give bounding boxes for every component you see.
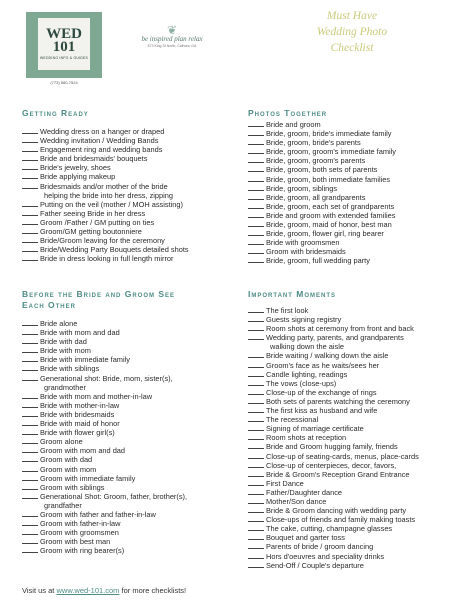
checkbox-blank[interactable] bbox=[22, 483, 38, 490]
checkbox-blank[interactable] bbox=[22, 355, 38, 362]
checkbox-blank[interactable] bbox=[22, 154, 38, 161]
photos-together-item bbox=[248, 211, 396, 220]
before-item bbox=[22, 328, 187, 337]
checkbox-blank[interactable] bbox=[248, 156, 264, 163]
heading-important-moments: Important Moments bbox=[248, 289, 337, 299]
checkbox-blank[interactable] bbox=[248, 388, 264, 395]
photos-together-item bbox=[248, 129, 396, 138]
checkbox-blank[interactable] bbox=[248, 324, 264, 331]
photos-together-item-label: Bride, groom, each set of grandparents bbox=[266, 201, 395, 211]
getting-ready-item-label: Bride/Groom leaving for the ceremony bbox=[40, 236, 165, 246]
getting-ready-item-label: helping the bride into her dress, zipping bbox=[44, 190, 174, 200]
getting-ready-item-label: Wedding invitation / Wedding Bands bbox=[40, 136, 159, 146]
checkbox-blank[interactable] bbox=[248, 461, 264, 468]
checkbox-blank[interactable] bbox=[248, 138, 264, 145]
before-item bbox=[22, 455, 187, 464]
before-item-label: Bride with mom bbox=[40, 346, 91, 356]
before-item-label: Groom with immediate family bbox=[40, 473, 136, 483]
photos-together-item-label: Bride, groom, full wedding party bbox=[266, 256, 370, 266]
before-item bbox=[22, 546, 187, 555]
checkbox-blank[interactable] bbox=[22, 410, 38, 417]
important-moments-item bbox=[248, 442, 419, 451]
getting-ready-item-label: Bride and bridesmaids' bouquets bbox=[40, 154, 148, 164]
before-item bbox=[22, 492, 187, 501]
checkbox-blank[interactable] bbox=[22, 145, 38, 152]
photos-together-item-label: Bride with groomsmen bbox=[266, 238, 340, 248]
before-item-label: Groom alone bbox=[40, 437, 83, 447]
checkbox-blank[interactable] bbox=[22, 200, 38, 207]
checkbox-blank[interactable] bbox=[248, 497, 264, 504]
checkbox-blank[interactable] bbox=[22, 510, 38, 517]
photos-together-item-label: Bride, groom, both sets of parents bbox=[266, 165, 378, 175]
before-item bbox=[22, 519, 187, 528]
checkbox-blank[interactable] bbox=[248, 193, 264, 200]
before-item bbox=[22, 419, 187, 428]
important-moments-item bbox=[248, 533, 419, 542]
checkbox-blank[interactable] bbox=[22, 172, 38, 179]
before-item-label: Generational shot: Bride, mom, sister(s), bbox=[40, 373, 173, 383]
getting-ready-item bbox=[22, 236, 189, 245]
before-item bbox=[22, 437, 187, 446]
checkbox-blank[interactable] bbox=[22, 346, 38, 353]
getting-ready-item bbox=[22, 245, 189, 254]
checkbox-blank[interactable] bbox=[22, 401, 38, 408]
heading-getting-ready: Getting Ready bbox=[22, 108, 89, 118]
checkbox-blank[interactable] bbox=[248, 524, 264, 531]
checkbox-blank[interactable] bbox=[248, 247, 264, 254]
before-item-label: Groom with siblings bbox=[40, 482, 105, 492]
important-moments-list bbox=[248, 306, 419, 570]
checkbox-blank[interactable] bbox=[248, 433, 264, 440]
photos-together-item bbox=[248, 147, 396, 156]
important-moments-item bbox=[248, 424, 419, 433]
important-moments-item-label: Parents of bride / groom dancing bbox=[266, 542, 374, 552]
checkbox-blank[interactable] bbox=[248, 120, 264, 127]
wed101-logo bbox=[26, 12, 102, 78]
before-item-label: Bride with mom and mother-in-law bbox=[40, 391, 153, 401]
getting-ready-item-label: Groom /Father / GM putting on ties bbox=[40, 217, 155, 227]
before-item-label: Bride with immediate family bbox=[40, 355, 130, 365]
checkbox-blank[interactable] bbox=[22, 419, 38, 426]
photos-together-item bbox=[248, 138, 396, 147]
title-line-1: Must Have bbox=[326, 10, 378, 22]
checkbox-blank[interactable] bbox=[22, 492, 38, 499]
important-moments-item-label: Bride and Groom hugging family, friends bbox=[266, 442, 398, 452]
before-item bbox=[22, 346, 187, 355]
checkbox-blank[interactable] bbox=[22, 392, 38, 399]
important-moments-item-label: First Dance bbox=[266, 478, 304, 488]
before-item-label: Groom with dad bbox=[40, 455, 93, 465]
checkbox-blank[interactable] bbox=[248, 506, 264, 513]
checkbox-blank[interactable] bbox=[248, 211, 264, 218]
checkbox-blank[interactable] bbox=[22, 455, 38, 462]
checkbox-blank[interactable] bbox=[248, 370, 264, 377]
checkbox-blank[interactable] bbox=[22, 474, 38, 481]
before-item bbox=[22, 501, 187, 510]
checkbox-blank[interactable] bbox=[248, 379, 264, 386]
logo-mark-line2: 101 bbox=[52, 39, 76, 55]
important-moments-item-label: The recessional bbox=[266, 415, 319, 425]
checkbox-blank[interactable] bbox=[22, 364, 38, 371]
before-item-label: Groom with father-in-law bbox=[40, 519, 121, 529]
title-line-3: Checklist bbox=[330, 42, 374, 54]
important-moments-item-label: Bride waiting / walking down the aisle bbox=[266, 351, 389, 361]
logo-badge bbox=[38, 18, 90, 70]
before-item bbox=[22, 510, 187, 519]
before-item-label: Groom with ring bearer(s) bbox=[40, 546, 125, 556]
before-item bbox=[22, 401, 187, 410]
heading-photos-together: Photos Together bbox=[248, 108, 328, 118]
checkbox-blank[interactable] bbox=[248, 406, 264, 413]
partner-logo bbox=[126, 25, 218, 48]
getting-ready-item-label: Engagement ring and wedding bands bbox=[40, 145, 163, 155]
important-moments-item-label: Close-ups of friends and family making toasts bbox=[266, 515, 416, 525]
checkbox-blank[interactable] bbox=[248, 184, 264, 191]
heading-before bbox=[22, 289, 175, 310]
footer-suffix: for more checklists! bbox=[121, 586, 187, 595]
getting-ready-item bbox=[22, 254, 189, 263]
checkbox-blank[interactable] bbox=[248, 202, 264, 209]
getting-ready-item bbox=[22, 218, 189, 227]
before-item-label: Groom with groomsmen bbox=[40, 528, 119, 538]
before-item bbox=[22, 410, 187, 419]
important-moments-item bbox=[248, 351, 419, 360]
important-moments-item bbox=[248, 515, 419, 524]
getting-ready-item bbox=[22, 200, 189, 209]
checkbox-blank[interactable] bbox=[22, 519, 38, 526]
before-list bbox=[22, 319, 187, 555]
checkbox-blank[interactable] bbox=[22, 428, 38, 435]
important-moments-item-label: Send-Off / Couple's departure bbox=[266, 560, 364, 570]
checkbox-blank[interactable] bbox=[22, 245, 38, 252]
before-item bbox=[22, 337, 187, 346]
getting-ready-item bbox=[22, 127, 189, 136]
photos-together-item-label: Bride, groom, maid of honor, best man bbox=[266, 220, 392, 230]
important-moments-item bbox=[248, 506, 419, 515]
page-title bbox=[286, 8, 418, 56]
important-moments-item bbox=[248, 370, 419, 379]
checkbox-blank[interactable] bbox=[248, 165, 264, 172]
important-moments-item bbox=[248, 379, 419, 388]
important-moments-item-label: Guests signing registry bbox=[266, 315, 342, 325]
heading-before-line2: Each Other bbox=[22, 299, 76, 310]
important-moments-item-label: The vows (close-ups) bbox=[266, 378, 337, 388]
checkbox-blank[interactable] bbox=[248, 229, 264, 236]
before-item-label: Groom with best man bbox=[40, 537, 111, 547]
important-moments-item-label: Bouquet and garter toss bbox=[266, 533, 345, 543]
before-item bbox=[22, 374, 187, 383]
checkbox-blank[interactable] bbox=[248, 452, 264, 459]
photos-together-item-label: Bride, groom, both immediate families bbox=[266, 174, 391, 184]
checkbox-blank[interactable] bbox=[22, 528, 38, 535]
heading-before-line1: Before the Bride and Groom See bbox=[22, 289, 176, 299]
important-moments-item bbox=[248, 306, 419, 315]
photos-together-item bbox=[248, 184, 396, 193]
important-moments-item-label: Bride & Groom dancing with wedding party bbox=[266, 506, 407, 516]
before-item bbox=[22, 528, 187, 537]
photos-together-item-label: Bride and groom bbox=[266, 120, 321, 129]
checkbox-blank[interactable] bbox=[22, 328, 38, 335]
before-item bbox=[22, 383, 187, 392]
checkbox-blank[interactable] bbox=[248, 397, 264, 404]
checkbox-blank[interactable] bbox=[248, 351, 264, 358]
checkbox-blank[interactable] bbox=[22, 319, 38, 326]
important-moments-item-label: Close-up of seating-cards, menus, place-cards bbox=[266, 451, 419, 461]
important-moments-item bbox=[248, 470, 419, 479]
photos-together-list bbox=[248, 120, 396, 266]
before-item bbox=[22, 537, 187, 546]
photos-together-item-label: Bride, groom, groom's immediate family bbox=[266, 147, 396, 157]
photos-together-item-label: Bride and groom with extended families bbox=[266, 210, 396, 220]
important-moments-item bbox=[248, 452, 419, 461]
important-moments-item-label: walking down the aisle bbox=[270, 342, 344, 352]
photos-together-item bbox=[248, 220, 396, 229]
important-moments-item bbox=[248, 542, 419, 551]
important-moments-item-label: Bride & Groom's Reception Grand Entrance bbox=[266, 469, 410, 479]
before-item-label: Bride with bridesmaids bbox=[40, 409, 115, 419]
checkbox-blank[interactable] bbox=[248, 220, 264, 227]
important-moments-item-label: Mother/Son dance bbox=[266, 496, 327, 506]
logo-tagline: WEDDING INFO & GUIDES bbox=[39, 56, 89, 60]
photos-together-item bbox=[248, 247, 396, 256]
important-moments-item bbox=[248, 324, 419, 333]
checkbox-blank[interactable] bbox=[248, 256, 264, 263]
checkbox-blank[interactable] bbox=[248, 415, 264, 422]
checkbox-blank[interactable] bbox=[248, 542, 264, 549]
getting-ready-item bbox=[22, 154, 189, 163]
checkbox-blank[interactable] bbox=[248, 479, 264, 486]
checkbox-blank[interactable] bbox=[22, 546, 38, 553]
important-moments-item-label: The first look bbox=[266, 306, 309, 315]
photos-together-item-label: Bride, groom, groom's parents bbox=[266, 156, 366, 166]
partner-name: be inspired plan relax bbox=[141, 35, 203, 43]
important-moments-item bbox=[248, 561, 419, 570]
before-item bbox=[22, 428, 187, 437]
important-moments-item bbox=[248, 461, 419, 470]
photos-together-item-label: Bride, groom, flower girl, ring bearer bbox=[266, 229, 384, 239]
important-moments-item-label: Signing of marriage certificate bbox=[266, 424, 364, 434]
important-moments-item bbox=[248, 552, 419, 561]
checkbox-blank[interactable] bbox=[248, 361, 264, 368]
checkbox-blank[interactable] bbox=[22, 136, 38, 143]
important-moments-item-label: Both sets of parents watching the ceremony bbox=[266, 396, 410, 406]
checkbox-blank[interactable] bbox=[248, 306, 264, 313]
important-moments-item bbox=[248, 524, 419, 533]
photos-together-item bbox=[248, 202, 396, 211]
footer bbox=[22, 586, 186, 595]
getting-ready-item-label: Bride's jewelry, shoes bbox=[40, 163, 111, 173]
before-item-label: Bride with maid of honor bbox=[40, 419, 120, 429]
before-item-label: Bride alone bbox=[40, 319, 78, 328]
before-item bbox=[22, 364, 187, 373]
important-moments-item-label: Room shots at ceremony from front and back bbox=[266, 324, 414, 334]
getting-ready-item-label: Father seeing Bride in her dress bbox=[40, 208, 146, 218]
checkbox-blank[interactable] bbox=[248, 515, 264, 522]
checkbox-blank[interactable] bbox=[248, 552, 264, 559]
before-item-label: grandfather bbox=[44, 500, 82, 510]
photos-together-item bbox=[248, 238, 396, 247]
photos-together-item bbox=[248, 175, 396, 184]
photos-together-item-label: Groom with bridesmaids bbox=[266, 247, 346, 257]
getting-ready-item bbox=[22, 227, 189, 236]
partner-address: 673 King St North, Calhoun GA bbox=[147, 44, 197, 48]
footer-link[interactable]: www.wed-101.com bbox=[56, 586, 120, 595]
important-moments-item-label: Groom's face as he waits/sees her bbox=[266, 360, 380, 370]
photos-together-item bbox=[248, 120, 396, 129]
important-moments-item-label: Room shots at reception bbox=[266, 433, 347, 443]
photos-together-item bbox=[248, 156, 396, 165]
getting-ready-item-label: Putting on the veil (mother / MOH assisting) bbox=[40, 199, 183, 209]
before-item bbox=[22, 465, 187, 474]
important-moments-item-label: Father/Daughter dance bbox=[266, 487, 343, 497]
checkbox-blank[interactable] bbox=[22, 537, 38, 544]
important-moments-item bbox=[248, 388, 419, 397]
checkbox-blank[interactable] bbox=[22, 337, 38, 344]
important-moments-item bbox=[248, 479, 419, 488]
checkbox-blank[interactable] bbox=[248, 147, 264, 154]
checkbox-blank[interactable] bbox=[248, 533, 264, 540]
logo-phone: (773) 580-7524 bbox=[50, 80, 78, 85]
before-item bbox=[22, 446, 187, 455]
checkbox-blank[interactable] bbox=[248, 561, 264, 568]
footer-prefix: Visit us at bbox=[22, 586, 55, 595]
important-moments-item-label: Candle lighting, readings bbox=[266, 369, 348, 379]
checkbox-blank[interactable] bbox=[248, 129, 264, 136]
photos-together-item-label: Bride, groom, all grandparents bbox=[266, 192, 366, 202]
before-item-label: Bride with mom and dad bbox=[40, 328, 120, 338]
getting-ready-item-label: Bride applying makeup bbox=[40, 172, 116, 182]
checkbox-blank[interactable] bbox=[248, 238, 264, 245]
photos-together-item bbox=[248, 229, 396, 238]
important-moments-item-label: Close-up of centerpieces, decor, favors, bbox=[266, 460, 397, 470]
getting-ready-item bbox=[22, 136, 189, 145]
getting-ready-list bbox=[22, 127, 189, 263]
important-moments-item-label: Hors d'oeuvres and speciality drinks bbox=[266, 551, 385, 561]
before-item-label: Bride with flower girl(s) bbox=[40, 428, 115, 438]
logo-mark-line1: WED bbox=[46, 26, 82, 42]
photos-together-item bbox=[248, 256, 396, 265]
photos-together-item bbox=[248, 193, 396, 202]
before-item bbox=[22, 355, 187, 364]
checkbox-blank[interactable] bbox=[22, 374, 38, 381]
getting-ready-item-label: Groom/GM getting boutonniere bbox=[40, 227, 142, 237]
important-moments-item bbox=[248, 361, 419, 370]
before-item bbox=[22, 319, 187, 328]
important-moments-item bbox=[248, 406, 419, 415]
checkbox-blank[interactable] bbox=[22, 218, 38, 225]
checkbox-blank[interactable] bbox=[248, 470, 264, 477]
checkbox-blank[interactable] bbox=[22, 437, 38, 444]
before-item-label: Bride with dad bbox=[40, 337, 87, 347]
checkbox-blank[interactable] bbox=[248, 488, 264, 495]
before-item-label: Bride with mother-in-law bbox=[40, 400, 120, 410]
before-item-label: Groom with father and father-in-law bbox=[40, 509, 156, 519]
checkbox-blank[interactable] bbox=[22, 227, 38, 234]
getting-ready-item bbox=[22, 172, 189, 181]
important-moments-item bbox=[248, 397, 419, 406]
getting-ready-item-label: Wedding dress on a hanger or draped bbox=[40, 127, 165, 136]
getting-ready-item bbox=[22, 163, 189, 172]
important-moments-item bbox=[248, 333, 419, 342]
important-moments-item bbox=[248, 433, 419, 442]
getting-ready-item-label: Bride in dress looking in full length mirror bbox=[40, 254, 174, 264]
checkbox-blank[interactable] bbox=[22, 163, 38, 170]
important-moments-item-label: Close-up of the exchange of rings bbox=[266, 387, 377, 397]
checkbox-blank[interactable] bbox=[248, 442, 264, 449]
getting-ready-item-label: Bridesmaids and/or mother of the bride bbox=[40, 181, 168, 191]
getting-ready-item-label: Bride/Wedding Party Bouquets detailed shots bbox=[40, 245, 189, 255]
photos-together-item-label: Bride, groom, siblings bbox=[266, 183, 338, 193]
before-item-label: Groom with mom bbox=[40, 464, 97, 474]
important-moments-item-label: Wedding party, parents, and grandparents bbox=[266, 333, 404, 343]
getting-ready-item bbox=[22, 182, 189, 191]
getting-ready-item bbox=[22, 191, 189, 200]
checkbox-blank[interactable] bbox=[22, 127, 38, 134]
important-moments-item bbox=[248, 415, 419, 424]
important-moments-item-label: The cake, cutting, champagne glasses bbox=[266, 524, 393, 534]
getting-ready-item bbox=[22, 209, 189, 218]
checkbox-blank[interactable] bbox=[248, 333, 264, 340]
before-item bbox=[22, 392, 187, 401]
checkbox-blank[interactable] bbox=[248, 424, 264, 431]
before-item-label: Groom with mom and dad bbox=[40, 446, 126, 456]
important-moments-item bbox=[248, 497, 419, 506]
before-item bbox=[22, 474, 187, 483]
title-line-2: Wedding Photo bbox=[316, 26, 388, 38]
important-moments-item bbox=[248, 488, 419, 497]
important-moments-item bbox=[248, 315, 419, 324]
before-item-label: Generational Shot: Groom, father, brother(s), bbox=[40, 491, 188, 501]
before-item bbox=[22, 483, 187, 492]
swirl-icon: ❦ bbox=[166, 23, 178, 37]
before-item-label: Bride with siblings bbox=[40, 364, 100, 374]
checkbox-blank[interactable] bbox=[22, 446, 38, 453]
photos-together-item-label: Bride, groom, bride's immediate family bbox=[266, 129, 392, 139]
checkbox-blank[interactable] bbox=[22, 236, 38, 243]
before-item-label: grandmother bbox=[44, 382, 86, 392]
checkbox-blank[interactable] bbox=[248, 175, 264, 182]
checkbox-blank[interactable] bbox=[22, 209, 38, 216]
photos-together-item-label: Bride, groom, bride's parents bbox=[266, 138, 361, 148]
checkbox-blank[interactable] bbox=[22, 182, 38, 189]
getting-ready-item bbox=[22, 145, 189, 154]
important-moments-item-label: The first kiss as husband and wife bbox=[266, 406, 378, 416]
checkbox-blank[interactable] bbox=[248, 315, 264, 322]
photos-together-item bbox=[248, 165, 396, 174]
checkbox-blank[interactable] bbox=[22, 465, 38, 472]
important-moments-item bbox=[248, 342, 419, 351]
checkbox-blank[interactable] bbox=[22, 254, 38, 261]
